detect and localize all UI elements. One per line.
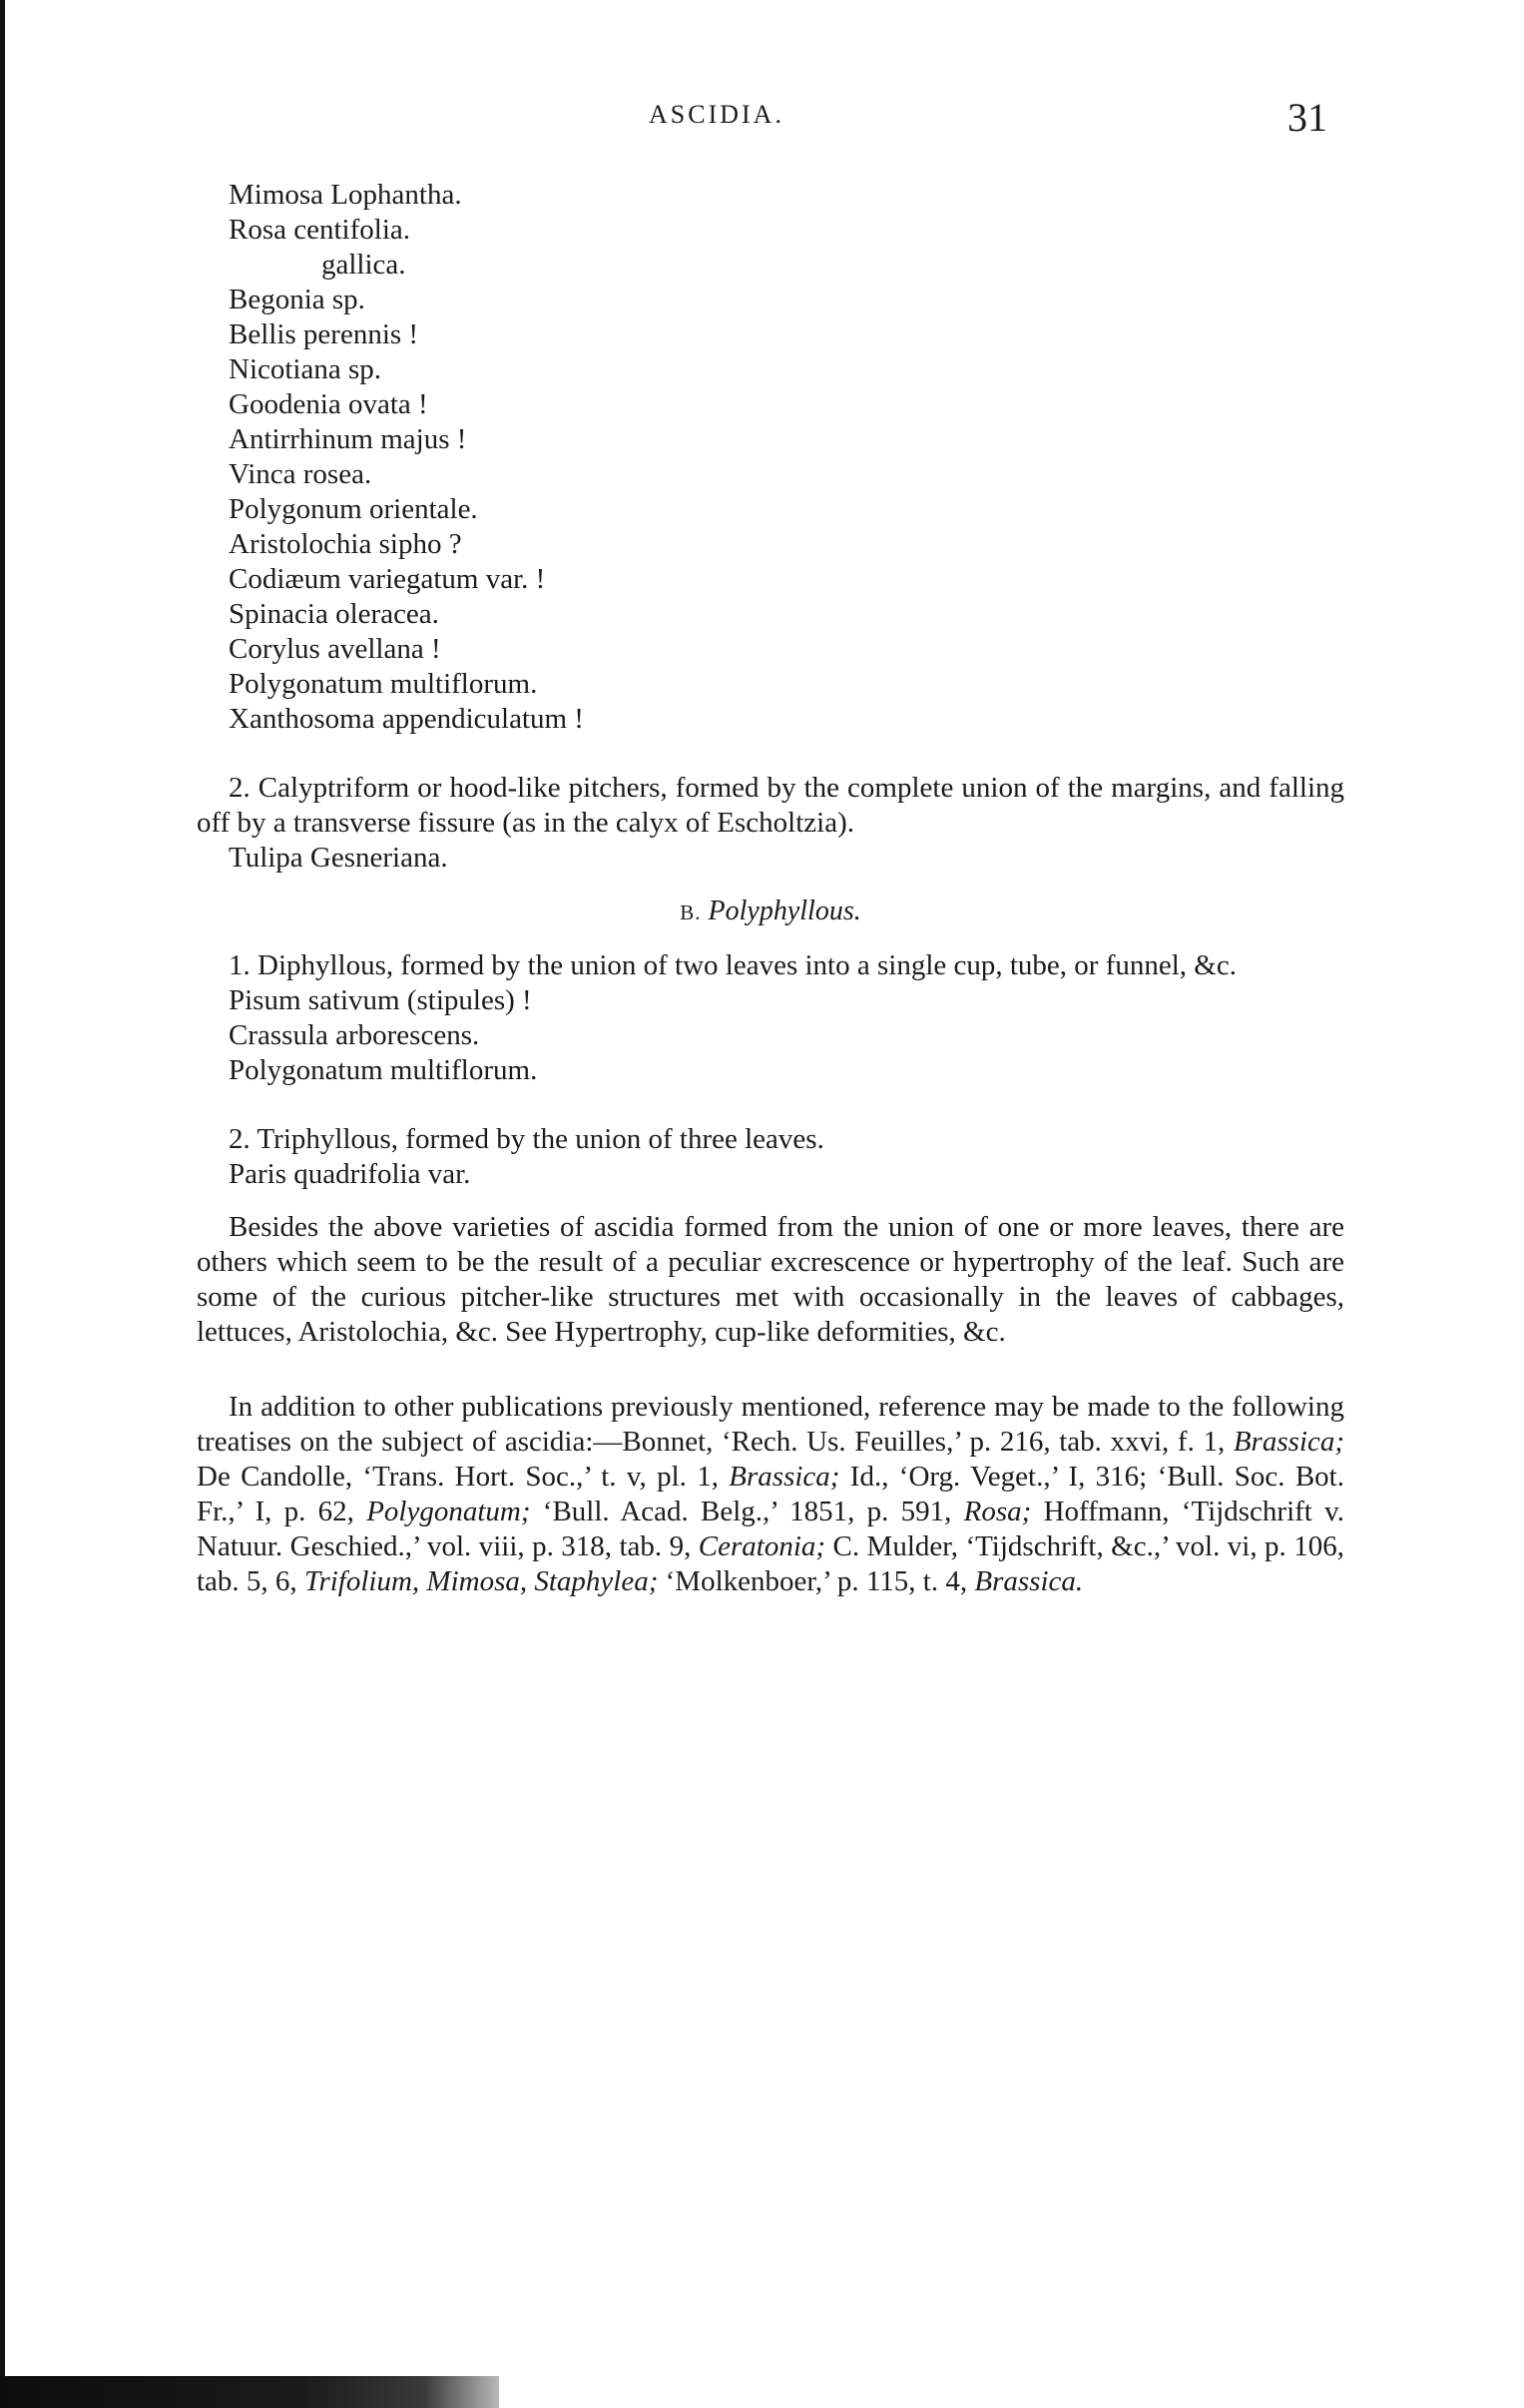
genus-ref: Ceratonia; <box>698 1530 826 1562</box>
list-item: Pisum sativum (stipules) ! <box>229 984 532 1016</box>
list-item: Vinca rosea. <box>229 458 372 490</box>
running-head-title: ASCIDIA. <box>649 100 784 129</box>
paragraph-diphyllous: 1. Diphyllous, formed by the union of two leaves into a single cup, tube, or funnel, &c. <box>229 949 1237 981</box>
section-heading-polyphyllous <box>197 894 1344 930</box>
list-item: Rosa centifolia. <box>229 214 411 246</box>
list-item: gallica. <box>321 249 406 281</box>
list-item: Polygonatum multiflorum. <box>229 1054 538 1086</box>
list-item: Aristolochia sipho ? <box>229 528 462 560</box>
list-item: Codiæum variegatum var. ! <box>229 563 546 595</box>
list-item: Bellis perennis ! <box>229 318 419 350</box>
list-item: Tulipa Gesneriana. <box>229 842 448 874</box>
list-item: Mimosa Lophantha. <box>229 179 462 211</box>
genus-ref: Polygonatum; <box>366 1496 531 1527</box>
list-item: Antirrhinum majus ! <box>229 423 467 455</box>
page-bottom-shadow <box>0 2376 499 2408</box>
species-list-calyptriform <box>197 841 1344 876</box>
section-title: Polyphyllous. <box>708 896 861 926</box>
species-list-diphyllous <box>197 983 1344 1088</box>
species-list-monophyllous <box>197 178 1344 737</box>
genus-ref: Brassica; <box>729 1461 840 1493</box>
list-item: Nicotiana sp. <box>229 353 382 385</box>
list-item: Crassula arborescens. <box>229 1019 480 1051</box>
paragraph-besides: Besides the above varieties of ascidia formed from the union of one or more leaves, there are others which seem to be the result of a peculiar excrescence or hypertrophy of the leaf. Such are some of the curious pitcher-like structures met with occasionally in the leaves of cabbages, lettuces, Aristolochia, &c. See Hypertrophy, cup-like deformities, &c. <box>197 1211 1344 1348</box>
paragraph-calyptriform: 2. Calyptriform or hood-like pitchers, formed by the complete union of the margins, and falling off by a transverse fissure (as in the calyx of Escholtzia). <box>197 772 1344 839</box>
paragraph-triphyllous: 2. Triphyllous, formed by the union of three leaves. <box>229 1123 824 1155</box>
species-list-triphyllous <box>197 1157 1344 1192</box>
list-item: Goodenia ovata ! <box>229 388 428 420</box>
paragraph-references: In addition to other publications previously mentioned, reference may be made to the following treatises on the subject of ascidia:—Bonnet, ‘Rech. Us. Feuilles,’ p. 216, tab. xxvi, f. 1, Brassica; De Candolle, ‘Trans. Hort. Soc.,’ t. v, pl. 1, Brassica; Id., ‘Org. Veget.,’ I, 316; ‘Bull. Soc. Bot. Fr.,’ I, p. 62, Polygonatum; ‘Bull. Acad. Belg.,’ 1851, p. 591, Rosa; Hoffmann, ‘Tijdschrift v. Natuur. Geschied.,’ vol. viii, p. 318, tab. 9, Ceratonia; C. Mulder, ‘Tijdschrift, &c.,’ vol. vi, p. 106, tab. 5, 6, Trifolium, Mimosa, Staphylea; ‘Molkenboer,’ p. 115, t. 4, Brassica. <box>197 1391 1344 1597</box>
list-item: Xanthosoma appendiculatum ! <box>229 703 584 735</box>
genus-ref: Rosa; <box>963 1496 1032 1527</box>
page-edge-shadow <box>0 0 5 2408</box>
genus-ref: Brassica; <box>1233 1426 1344 1458</box>
genus-ref: Trifolium, Mimosa, Staphylea; <box>303 1565 659 1597</box>
list-item: Begonia sp. <box>229 284 365 315</box>
genus-ref: Brassica. <box>974 1565 1084 1597</box>
list-item: Corylus avellana ! <box>229 633 441 665</box>
page-body <box>197 178 1344 1599</box>
list-item: Polygonatum multiflorum. <box>229 668 538 700</box>
list-item: Polygonum orientale. <box>229 493 478 525</box>
list-item: Spinacia oleracea. <box>229 598 439 630</box>
page-number: 31 <box>1287 95 1327 140</box>
section-letter: B. <box>680 901 702 924</box>
list-item: Paris quadrifolia var. <box>229 1158 471 1190</box>
running-head <box>0 94 1524 140</box>
